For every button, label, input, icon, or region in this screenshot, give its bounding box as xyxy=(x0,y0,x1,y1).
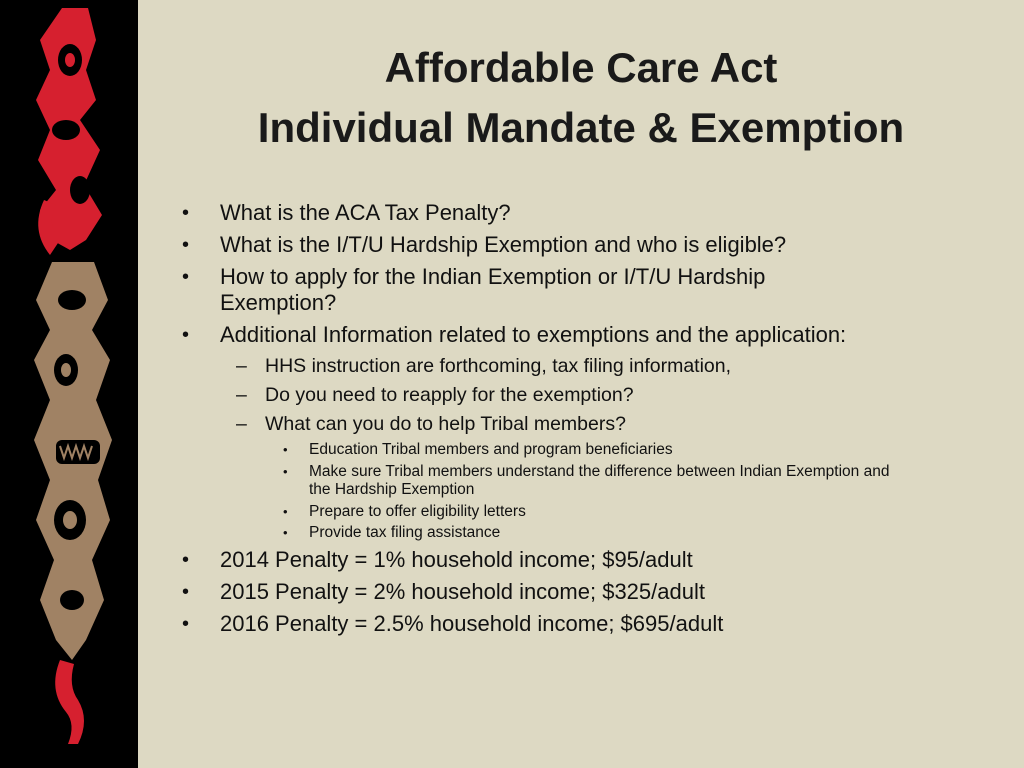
bullet-aca-tax-penalty: What is the ACA Tax Penalty? xyxy=(220,200,511,225)
sub-bullet-reapply: Do you need to reapply for the exemption? xyxy=(265,384,634,406)
dash-marker: – xyxy=(236,413,247,435)
title-line-1: Affordable Care Act xyxy=(384,44,778,91)
sub-sub-bullet-understand-difference: Make sure Tribal members understand the difference between Indian Exemption and xyxy=(309,463,890,480)
bullet-marker: • xyxy=(182,324,190,346)
bullet-penalty-2016: 2016 Penalty = 2.5% household income; $695/adult xyxy=(220,611,724,636)
bullet-penalty-2014: 2014 Penalty = 1% household income; $95/adult xyxy=(220,547,693,572)
sub-bullet-help-tribal-members: What can you do to help Tribal members? xyxy=(265,413,626,435)
bullet-marker: • xyxy=(283,525,288,540)
bullet-additional-info: Additional Information related to exemptions and the application: xyxy=(220,322,847,347)
bullet-marker: • xyxy=(182,234,190,256)
sub-bullet-hhs-instruction: HHS instruction are forthcoming, tax filing information, xyxy=(265,355,732,377)
bullet-marker: • xyxy=(182,202,190,224)
bullet-hardship-exemption: What is the I/T/U Hardship Exemption and who is eligible? xyxy=(220,232,787,257)
dash-marker: – xyxy=(236,355,247,377)
bullet-marker: • xyxy=(182,549,190,571)
sub-sub-bullet-understand-difference-cont: the Hardship Exemption xyxy=(309,481,475,498)
bullet-marker: • xyxy=(283,442,288,457)
bullet-marker: • xyxy=(182,613,190,635)
bullet-marker: • xyxy=(182,581,190,603)
bullet-marker: • xyxy=(182,266,190,288)
bullet-marker: • xyxy=(283,464,288,479)
sub-sub-bullet-eligibility-letters: Prepare to offer eligibility letters xyxy=(309,503,526,520)
bullet-penalty-2015: 2015 Penalty = 2% household income; $325/adult xyxy=(220,579,705,604)
bullet-how-to-apply: How to apply for the Indian Exemption or I/T/U Hardship xyxy=(220,264,766,289)
sub-sub-bullet-tax-filing: Provide tax filing assistance xyxy=(309,524,501,541)
dash-marker: – xyxy=(236,384,247,406)
bullet-how-to-apply-cont: Exemption? xyxy=(220,290,337,315)
bullet-marker: • xyxy=(283,504,288,519)
title-line-2: Individual Mandate & Exemption xyxy=(257,104,905,151)
sub-sub-bullet-education: Education Tribal members and program beneficiaries xyxy=(309,441,673,458)
